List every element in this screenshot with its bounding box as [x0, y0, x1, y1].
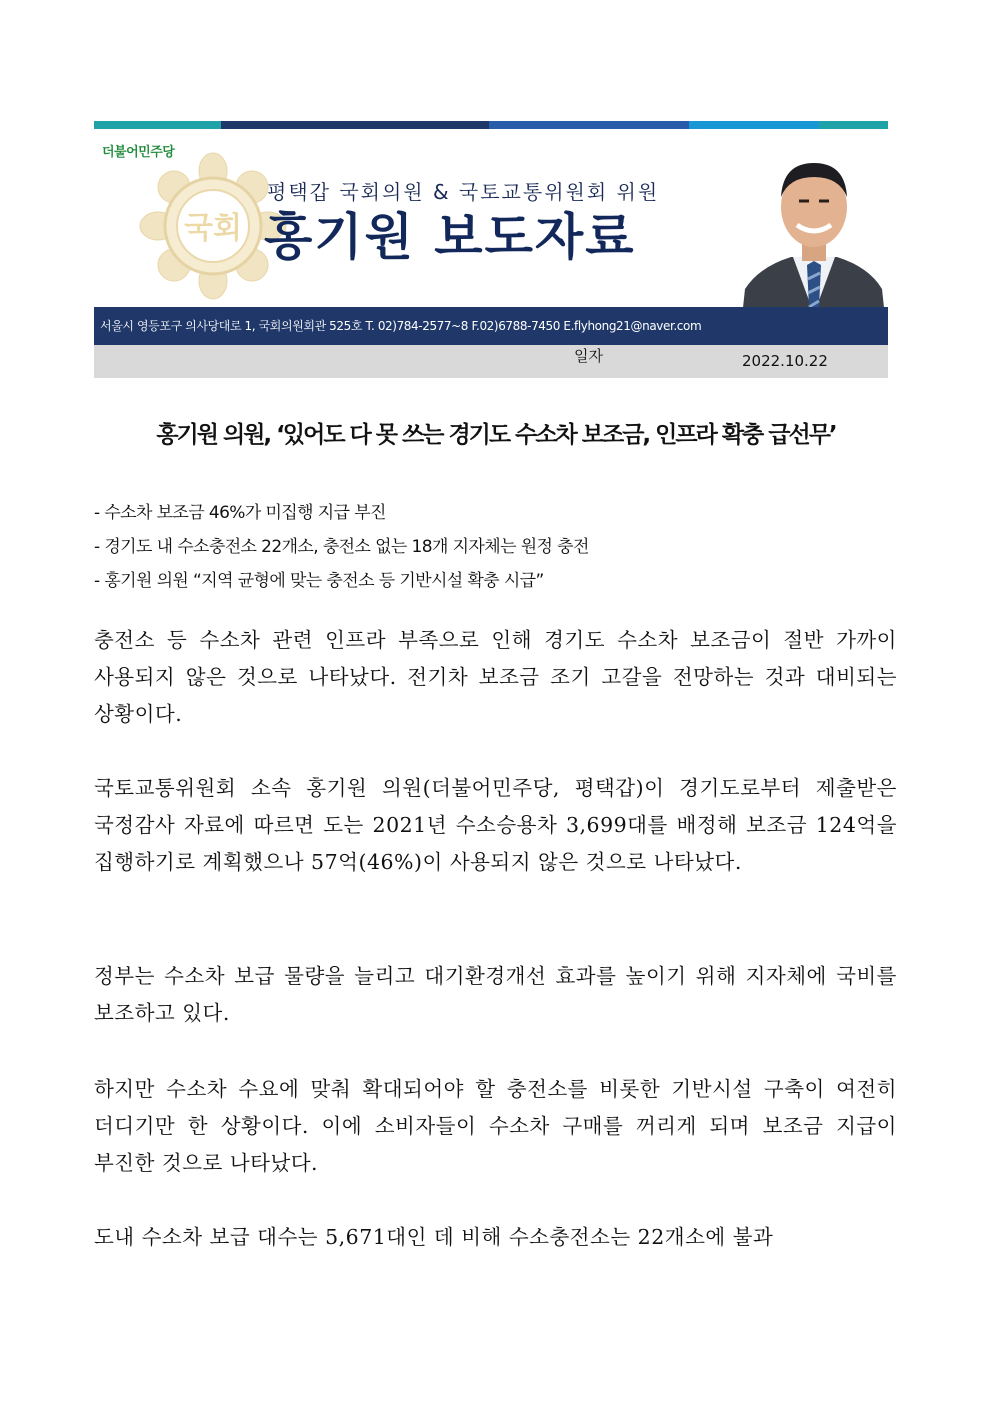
date-label: 일자 [574, 347, 603, 365]
press-release-header [94, 121, 888, 378]
summary-bullet: - 수소차 보조금 46%가 미집행 지급 부진 [94, 503, 386, 523]
seal-text: 국회 [184, 211, 242, 246]
contact-address-bar: 서울시 영등포구 의사당대로 1, 국회의원회관 525호 T. 02)784-2577~8 F.02)6788-7450 E.flyhong21@naver.com [94, 307, 888, 345]
body-paragraph: 하지만 수소차 수요에 맞춰 확대되어야 할 충전소를 비롯한 기반시설 구축이 여전히 더디기만 한 상황이다. 이에 소비자들이 수소차 구매를 꺼리게 되며 보조금 지급이 부진한 것으로 나타났다. [94, 1077, 897, 1175]
headline: 홍기원 의원, ‘있어도 다 못 쓰는 경기도 수소차 보조금, 인프라 확충 급선무’ [156, 422, 836, 448]
summary-bullets [94, 497, 589, 599]
header-stripe [489, 121, 689, 129]
summary-bullet: - 경기도 내 수소충전소 22개소, 충전소 없는 18개 지자체는 원정 충전 [94, 537, 589, 557]
body-paragraph: 도내 수소차 보급 대수는 5,671대인 데 비해 수소충전소는 22개소에 불과 [94, 1225, 774, 1249]
body-paragraph: 국토교통위원회 소속 홍기원 의원(더불어민주당, 평택갑)이 경기도로부터 제출받은 국정감사 자료에 따르면 도는 2021년 수소승용차 3,699대를 배정해 보조금 124억을 집행하기로 계획했으나 57억(46%)이 사용되지 않은 것으로 나타났다. [94, 776, 897, 874]
header-stripe [689, 121, 819, 129]
header-stripe [819, 121, 888, 129]
date-value: 2022.10.22 [742, 352, 828, 370]
date-bar [94, 345, 888, 378]
body-paragraph: 정부는 수소차 보급 물량을 늘리고 대기환경개선 효과를 높이기 위해 지자체에 국비를 보조하고 있다. [94, 964, 897, 1025]
header-stripe [221, 121, 489, 129]
header-stripe [94, 121, 221, 129]
party-name: 더불어민주당 [102, 145, 175, 160]
summary-bullet: - 홍기원 의원 “지역 균형에 맞는 충전소 등 기반시설 확충 시급” [94, 571, 544, 591]
header-title: 홍기원 보도자료 [264, 208, 636, 266]
header-subtitle: 평택갑 국회의원 & 국토교통위원회 위원 [267, 180, 660, 204]
body-paragraph: 충전소 등 수소차 관련 인프라 부족으로 인해 경기도 수소차 보조금이 절반 가까이 사용되지 않은 것으로 나타났다. 전기차 보조금 조기 고갈을 전망하는 것과 대비되는 상황이다. [94, 628, 897, 726]
